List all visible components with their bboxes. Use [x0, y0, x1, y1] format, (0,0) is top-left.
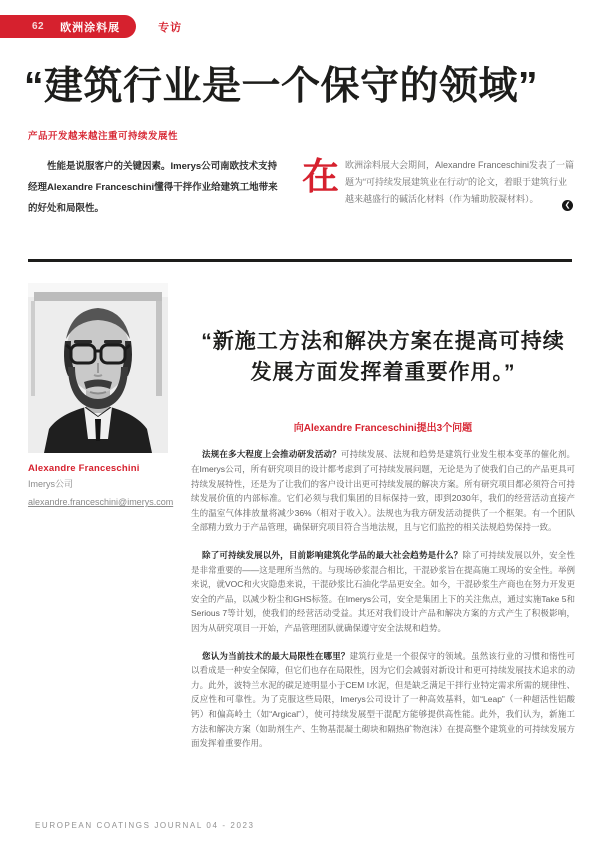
qa-item-3 — [191, 649, 575, 751]
pull-quote: “新施工方法和解决方案在提高可持续发展方面发挥着重要作用。” — [201, 330, 565, 384]
person-company: Imerys公司 — [28, 479, 74, 490]
article-title: “建筑行业是一个保守的领域” — [24, 65, 539, 108]
article-continues-arrow-icon: ❮ — [562, 200, 573, 211]
photo-caption — [28, 463, 174, 509]
intro-section — [28, 157, 575, 220]
intro-lead — [302, 157, 575, 220]
person-name: Alexandre Franceschini — [28, 463, 140, 475]
interview-column — [191, 283, 575, 750]
drop-cap: 在 — [302, 155, 339, 197]
intro-standfirst: 性能是说服客户的关键因素。Imerys公司南欧技术支持经理Alexandre Franceschini懂得干拌作业给建筑工地带来的好处和局限性。 — [28, 160, 278, 214]
profile-column — [28, 283, 174, 750]
journal-footer: EUROPEAN COATINGS JOURNAL 04 - 2023 — [35, 821, 255, 830]
question-1: 法规在多大程度上会推动研发活动？ — [202, 449, 341, 460]
article-body — [28, 283, 575, 750]
question-2: 除了可持续发展以外，目前影响建筑化学品的最大社会趋势是什么？ — [202, 550, 463, 560]
person-email-link[interactable]: alexandre.franceschini@imerys.com — [28, 496, 174, 507]
answer-2: 除了可持续发展以外，安全性是非常重要的——这是理所当然的。与现场砂浆混合相比，干混砂浆旨在提高施工现场的安全性。举例来说，就VOC和火灾隐患来说，干混砂浆比石油化学品更安全。如今，干混砂浆生产商也在努力开发更安全的产品，以减少粉尘和GHS标签。在Imerys公司，安全是集团上下的关注焦点，通过实施Take 5和Serious 7等计划，使我们的经营活动受益。其还对我们设计产品和解决方案的方式产生了积极影响，因为从研究项目一开始，产品管理团队就确保遵守安全法规和趋势。 — [191, 550, 575, 634]
qa-heading: 向Alexandre Franceschini提出3个问题 — [293, 423, 473, 435]
answer-3: 建筑行业是一个很保守的领域。虽然该行业的习惯和惰性可以看成是一种安全保障，但它们也存在局限性，因为它们会减弱对新设计和更可持续发展技术追求的动力。此外，波特兰水泥的碳足迹明显小于CEM I水泥，但是缺乏满足干拌行业特定需求所需的规律性、反应性和可靠性。为了克服这些局限，Imerys公司设计了一种高效基料，如“Leap”（一种超活性铝酸钙）和偏高岭土（如“Argical”），使可持续发展型干混配方能够提供高性能。此外，我们认为，新施工方法和解决方案（如助剂生产、生物基混凝土砌块和隔热矿物泡沫）在提高整个建筑业的可持续发展方面发挥着重要作用。 — [191, 650, 575, 749]
portrait-photo — [28, 283, 168, 453]
section-banner — [0, 15, 136, 38]
page-number: 62 — [32, 21, 45, 32]
article-subtitle: 产品开发越来越注重可持续发展性 — [28, 130, 179, 142]
category-label: 专访 — [158, 21, 183, 34]
portrait-illustration — [28, 283, 168, 453]
page-header — [0, 15, 600, 38]
qa-item-2 — [191, 548, 575, 636]
question-3: 您认为当前技术的最大局限性在哪里？ — [202, 650, 350, 661]
answer-1: 可持续发展、法规和趋势是建筑行业发生根本变革的催化剂。在Imerys公司，所有研究项目的设计都考虑到了可持续发展问题，无论是为了使我们自己的产品更具可持续发展特性，还是为了让我们的客户设计出更可持续发展的解决方案。所有研究项目都必须符合可持续发展价值的内部标准。它们必须与我们集团的目标保持一致，即到2030年，我们的经营活动直接产生的温室气体排放量将减少36%（相对于收入）。法规也为我方研发活动提供了一个框架。有一个团队全部精力致力于产品管理，确保研究项目符合当地法规，且与它们监控的相关法规趋势保持一致。 — [191, 449, 575, 533]
intro-lead-text: 欧洲涂料展大会期间，Alexandre Franceschini发表了一篇题为“可持续发展建筑业在行动”的论文，着眼于建筑行业越来越盛行的碱活化材料（作为辅助胶凝材料）。 — [345, 159, 575, 204]
section-title: 欧洲涂料展 — [60, 21, 121, 34]
section-divider — [28, 259, 572, 262]
qa-item-1 — [191, 447, 575, 535]
